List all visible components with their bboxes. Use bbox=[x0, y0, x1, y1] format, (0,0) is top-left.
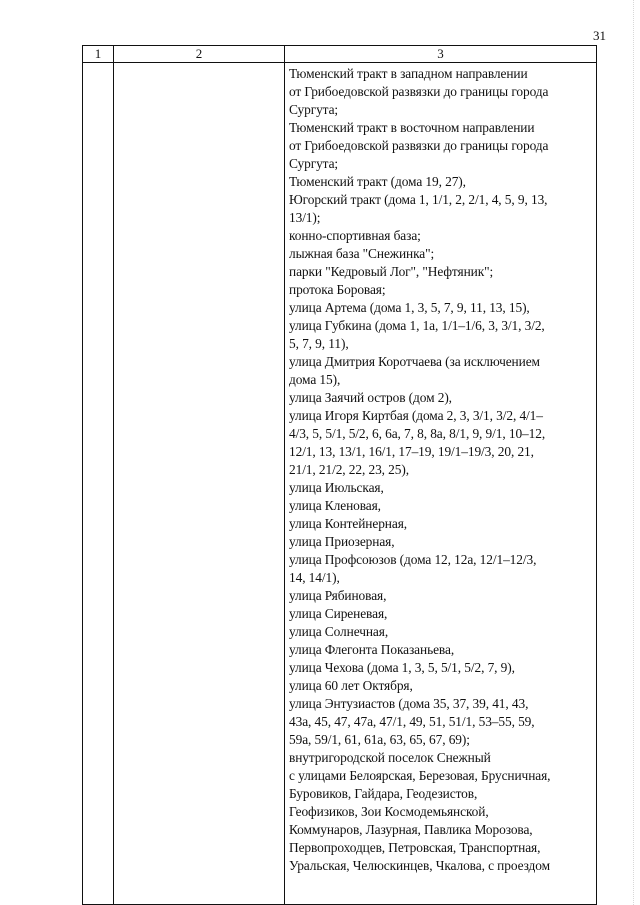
list-item: Коммунаров, Лазурная, Павлика Морозова, bbox=[289, 822, 533, 837]
list-item: протока Боровая; bbox=[289, 282, 386, 297]
list-item: улица Энтузиастов (дома 35, 37, 39, 41, 43, bbox=[289, 696, 529, 711]
list-item: улица Чехова (дома 1, 3, 5, 5/1, 5/2, 7, 9), bbox=[289, 660, 515, 675]
list-item: улица Солнечная, bbox=[289, 624, 389, 639]
list-item: Геофизиков, Зои Космодемьянской, bbox=[289, 804, 489, 819]
list-item: улица Артема (дома 1, 3, 5, 7, 9, 11, 13, 15), bbox=[289, 300, 530, 315]
list-item: от Грибоедовской развязки до границы города bbox=[289, 84, 549, 99]
list-item: улица Заячий остров (дом 2), bbox=[289, 390, 452, 405]
list-item: улица Флегонта Показаньева, bbox=[289, 642, 455, 657]
list-item: конно-спортивная база; bbox=[289, 228, 421, 243]
header-col-1: 1 bbox=[83, 46, 114, 63]
list-item: 5, 7, 9, 11), bbox=[289, 336, 349, 351]
list-item: улица Дмитрия Коротчаева (за исключением bbox=[289, 354, 540, 369]
list-item: улица Контейнерная, bbox=[289, 516, 408, 531]
header-row bbox=[83, 46, 597, 63]
cell-col-1 bbox=[83, 63, 114, 905]
list-item: улица Профсоюзов (дома 12, 12а, 12/1–12/3, bbox=[289, 552, 537, 567]
list-item: улица Игоря Киртбая (дома 2, 3, 3/1, 3/2, 4/1– bbox=[289, 408, 543, 423]
list-item: Сургута; bbox=[289, 102, 339, 117]
list-item: Тюменский тракт в восточном направлении bbox=[289, 120, 535, 135]
list-item: 12/1, 13, 13/1, 16/1, 17–19, 19/1–19/3, 20, 21, bbox=[289, 444, 534, 459]
list-item: улица Губкина (дома 1, 1а, 1/1–1/6, 3, 3/1, 3/2, bbox=[289, 318, 545, 333]
list-item: дома 15), bbox=[289, 372, 341, 387]
page-number: 31 bbox=[593, 28, 606, 43]
list-item: Тюменский тракт в западном направлении bbox=[289, 66, 528, 81]
list-item: Сургута; bbox=[289, 156, 339, 171]
list-item: Уральская, Челюскинцев, Чкалова, с проездом bbox=[289, 858, 550, 873]
header-col-3: 3 bbox=[285, 46, 597, 63]
header-col-2: 2 bbox=[114, 46, 285, 63]
street-list bbox=[289, 65, 596, 875]
list-item: Буровиков, Гайдара, Геодезистов, bbox=[289, 786, 478, 801]
table-row bbox=[83, 63, 597, 905]
list-item: улица Кленовая, bbox=[289, 498, 381, 513]
list-item: от Грибоедовской развязки до границы города bbox=[289, 138, 549, 153]
list-item: 21/1, 21/2, 22, 23, 25), bbox=[289, 462, 409, 477]
list-item: лыжная база "Снежинка"; bbox=[289, 246, 435, 261]
cell-col-3 bbox=[285, 63, 597, 905]
district-table bbox=[82, 45, 597, 905]
list-item: улица Рябиновая, bbox=[289, 588, 387, 603]
list-item: улица Июльская, bbox=[289, 480, 384, 495]
list-item: улица Сиреневая, bbox=[289, 606, 388, 621]
list-item: с улицами Белоярская, Березовая, Брусничная, bbox=[289, 768, 551, 783]
cell-col-2 bbox=[114, 63, 285, 905]
list-item: Югорский тракт (дома 1, 1/1, 2, 2/1, 4, 5, 9, 13, bbox=[289, 192, 548, 207]
list-item: 59а, 59/1, 61, 61а, 63, 65, 67, 69); bbox=[289, 732, 470, 747]
list-item: 13/1); bbox=[289, 210, 321, 225]
list-item: 14, 14/1), bbox=[289, 570, 340, 585]
list-item: внутригородской поселок Снежный bbox=[289, 750, 491, 765]
list-item: Первопроходцев, Петровская, Транспортная, bbox=[289, 840, 541, 855]
list-item: 4/3, 5, 5/1, 5/2, 6, 6а, 7, 8, 8а, 8/1, 9, 9/1, 10–12, bbox=[289, 426, 546, 441]
list-item: улица Приозерная, bbox=[289, 534, 395, 549]
scan-edge bbox=[632, 0, 634, 905]
list-item: улица 60 лет Октября, bbox=[289, 678, 413, 693]
list-item: парки "Кедровый Лог", "Нефтяник"; bbox=[289, 264, 494, 279]
list-item: 43а, 45, 47, 47а, 47/1, 49, 51, 51/1, 53–55, 59, bbox=[289, 714, 535, 729]
list-item: Тюменский тракт (дома 19, 27), bbox=[289, 174, 466, 189]
